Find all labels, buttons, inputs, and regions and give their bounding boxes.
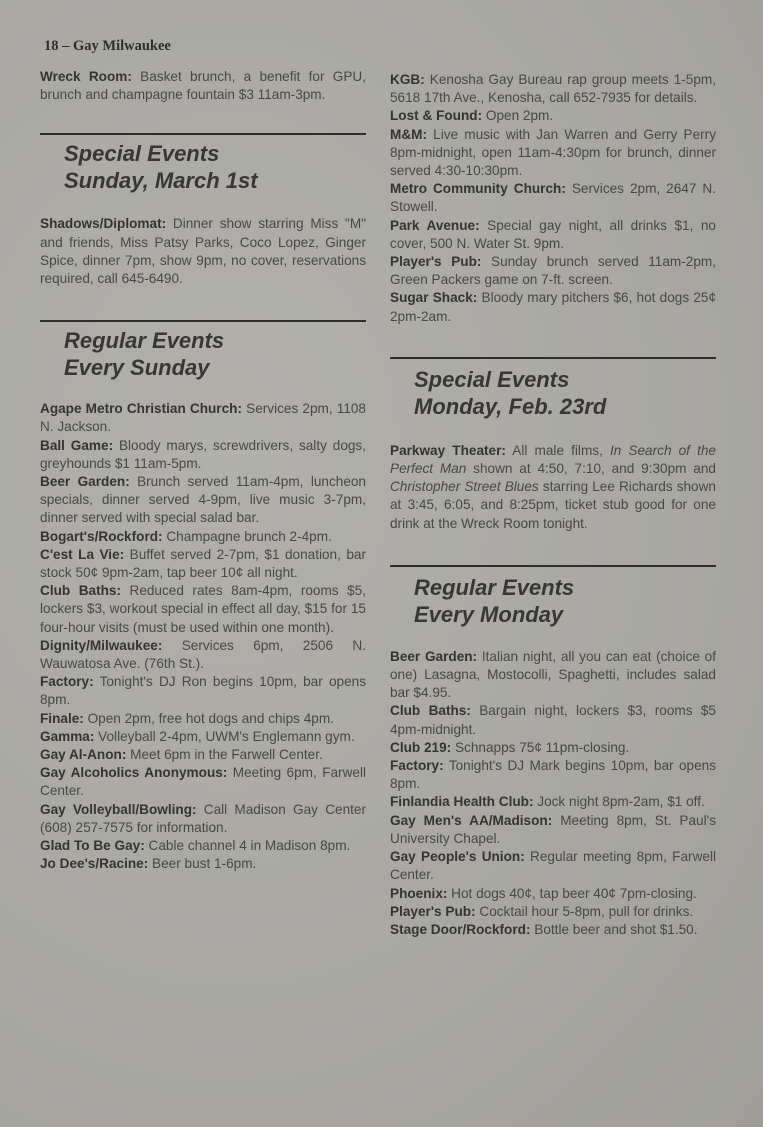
venue-details: Services 2pm, 2647 N. Stowell.	[390, 181, 716, 215]
venue-name: Club Baths:	[390, 703, 471, 719]
section-heading-regular-sunday	[40, 327, 366, 381]
section-rule	[40, 133, 366, 135]
venue-details: Sunday brunch served 11am-2pm, Green Packers game on 7-ft. screen.	[390, 254, 716, 288]
film-title: In Search of the Perfect Man	[390, 442, 716, 477]
heading-line: Every Monday	[414, 601, 564, 627]
venue-name: Metro Community Church:	[390, 181, 566, 197]
venue-name: Gay Men's AA/Madison:	[390, 812, 553, 828]
venue-name: Finlandia Health Club:	[390, 794, 534, 810]
listing-entry	[390, 702, 716, 738]
venue-details: Meeting 6pm, Farwell Center.	[40, 765, 366, 799]
section-heading-special-monday	[390, 366, 716, 420]
listing-intro	[40, 68, 366, 104]
venue-name: Gay Alcoholics Anonymous:	[40, 765, 228, 781]
section-rule	[390, 357, 716, 359]
venue-name: C'est La Vie:	[40, 546, 125, 562]
venue-name: Park Avenue:	[390, 217, 480, 233]
listing-entry	[40, 528, 366, 546]
venue-name: Wreck Room:	[40, 69, 132, 84]
listing-entry	[390, 757, 716, 793]
listing-entry	[40, 637, 366, 673]
venue-details: Bottle beer and shot $1.50.	[530, 921, 698, 937]
venue-name: Parkway Theater:	[390, 442, 506, 458]
venue-details: Buffet served 2-7pm, $1 donation, bar stock 50¢ 9pm-2am, tap beer 10¢ all night.	[40, 546, 366, 581]
venue-details: Dinner show starring Miss "M" and friends, Miss Patsy Parks, Coco Lopez, Ginger Spice, dinner 7pm, show 9pm, no cover, reservations required, call 645-6490.	[40, 216, 366, 287]
venue-details: Bargain night, lockers $3, rooms $5 4pm-midnight.	[390, 703, 716, 737]
listing-entry	[390, 739, 716, 757]
venue-details: Open 2pm.	[482, 108, 554, 124]
venue-details: Call Madison Gay Center (608) 257-7575 for information.	[40, 801, 366, 835]
venue-name: Sugar Shack:	[390, 290, 478, 306]
regular-sunday-list	[40, 400, 366, 873]
venue-name: Agape Metro Christian Church:	[40, 401, 242, 417]
listing-entry	[40, 437, 366, 473]
heading-line: Monday, Feb. 23rd	[414, 393, 607, 419]
venue-name: Stage Door/Rockford:	[390, 921, 531, 937]
venue-name: M&M:	[390, 126, 427, 142]
listing-entry	[390, 848, 716, 884]
listing-entry	[40, 400, 366, 436]
venue-details: Volleyball 2-4pm, UWM's Englemann gym.	[94, 728, 355, 744]
venue-name: Shadows/Diplomat:	[40, 216, 167, 232]
venue-details: Special gay night, all drinks $1, no cover, 500 N. Water St. 9pm.	[390, 217, 716, 251]
venue-details: Brunch served 11am-4pm, luncheon specials, dinner served 4-9pm, live music 3-7pm, dinner served with special salad bar.	[40, 474, 366, 526]
venue-name: Dignity/Milwaukee:	[40, 637, 163, 653]
listing-entry	[390, 107, 716, 125]
listing-entry	[390, 253, 716, 289]
special-monday-list	[390, 442, 716, 533]
listing-entry	[390, 442, 716, 533]
listing-entry	[40, 728, 366, 746]
listing-entry	[390, 885, 716, 903]
venue-details: Jock night 8pm-2am, $1 off.	[533, 794, 705, 810]
listing-entry	[390, 289, 716, 325]
heading-line: Special Events	[414, 366, 570, 392]
listing-entry	[390, 71, 716, 107]
heading-line: Regular Events	[414, 574, 575, 600]
venue-name: Player's Pub:	[390, 254, 482, 270]
listing-entry	[390, 648, 716, 703]
regular-monday-list	[390, 648, 716, 939]
special-sunday-list	[40, 215, 366, 288]
venue-details: Cable channel 4 in Madison 8pm.	[144, 838, 351, 854]
venue-name: Beer Garden:	[390, 648, 478, 664]
venue-details: Hot dogs 40¢, tap beer 40¢ 7pm-closing.	[447, 885, 697, 901]
listing-entry	[40, 546, 366, 582]
right-column	[390, 71, 716, 939]
venue-details: Tonight's DJ Mark begins 10pm, bar opens 8pm.	[390, 758, 716, 792]
venue-name: Factory:	[40, 674, 94, 690]
listing-entry	[40, 855, 366, 873]
venue-details: Open 2pm, free hot dogs and chips 4pm.	[83, 710, 334, 726]
listing-entry	[390, 812, 716, 848]
venue-details: Italian night, all you can eat (choice of one) Lasagna, Mostocolli, Spaghetti, includes salad bar $4.95.	[390, 648, 717, 701]
venue-details: Kenosha Gay Bureau rap group meets 1-5pm, 5618 17th Ave., Kenosha, call 652-7935 for details.	[390, 72, 716, 106]
venue-details: Services 6pm, 2506 N. Wauwatosa Ave. (76th St.).	[40, 637, 366, 672]
venue-name: Jo Dee's/Racine:	[40, 856, 149, 872]
section-heading-regular-monday	[390, 574, 716, 628]
section-rule	[40, 320, 366, 322]
venue-name: Beer Garden:	[40, 474, 130, 490]
listing-entry	[40, 837, 366, 855]
listing-entry	[390, 903, 716, 921]
venue-name: Lost & Found:	[390, 108, 483, 124]
listing-entry	[40, 746, 366, 764]
venue-details: Basket brunch, a benefit for GPU, brunch and champagne fountain $3 11am-3pm.	[40, 69, 366, 103]
listing-entry	[390, 793, 716, 811]
venue-details: Champagne brunch 2-4pm.	[162, 528, 332, 544]
venue-name: Gay People's Union:	[390, 849, 525, 865]
venue-details: Bloody mary pitchers $6, hot dogs 25¢ 2pm-2am.	[390, 290, 716, 324]
listing-entry	[40, 710, 366, 728]
venue-details: Bloody marys, screwdrivers, salty dogs, greyhounds $1 11am-5pm.	[40, 437, 367, 471]
listing-entry	[40, 801, 366, 837]
listing-entry	[40, 673, 366, 709]
venue-name: Gay Al-Anon:	[40, 747, 127, 763]
listing-entry	[390, 180, 716, 216]
venue-details: Live music with Jan Warren and Gerry Perry 8pm-midnight, open 11am-4:30pm for brunch, dinner served 4:30-10:30pm.	[390, 126, 716, 179]
listing-entry	[390, 126, 716, 181]
section-rule	[390, 565, 716, 567]
venue-name: Player's Pub:	[390, 903, 476, 919]
venue-details: Reduced rates 8am-4pm, rooms $5, lockers $3, workout special in effect all day, $15 for 15 four-hour visits (must be used within one month).	[40, 583, 366, 635]
venue-name: Bogart's/Rockford:	[40, 528, 163, 544]
venue-name: Club 219:	[390, 739, 452, 755]
listing-entry	[40, 582, 366, 637]
venue-details: Schnapps 75¢ 11pm-closing.	[451, 739, 630, 755]
venue-details: Meet 6pm in the Farwell Center.	[126, 747, 323, 763]
venue-name: Factory:	[390, 758, 444, 774]
venue-details: Services 2pm, 1108 N. Jackson.	[40, 401, 366, 435]
listing-entry	[40, 215, 366, 288]
venue-details: Tonight's DJ Ron begins 10pm, bar opens 8pm.	[40, 674, 366, 708]
heading-line: Special Events	[64, 141, 220, 167]
venue-details: shown at 4:50, 7:10, and 9:30pm and	[466, 461, 716, 477]
listing-entry	[40, 764, 366, 800]
venue-name: Finale:	[40, 710, 84, 726]
venue-details: All male films,	[505, 442, 610, 458]
venue-details: starring Lee Richards shown at 3:45, 6:05, and 8:25pm, ticket stub good for one drink at the Wreck Room tonight.	[390, 479, 716, 531]
film-title: Christopher Street Blues	[390, 479, 539, 495]
listing-entry	[40, 473, 366, 528]
heading-line: Regular Events	[64, 328, 225, 354]
listing-entry	[390, 921, 716, 939]
venue-name: Gay Volleyball/Bowling:	[40, 801, 197, 817]
venue-name: Glad To Be Gay:	[40, 838, 145, 854]
page-folio: 18 – Gay Milwaukee	[44, 38, 171, 54]
venue-details: Beer bust 1-6pm.	[148, 856, 257, 872]
venue-details: Cocktail hour 5-8pm, pull for drinks.	[475, 903, 694, 919]
venue-details: Regular meeting 8pm, Farwell Center.	[390, 849, 716, 883]
venue-name: KGB:	[390, 72, 425, 87]
section-heading-special-sunday	[40, 140, 366, 194]
venue-name: Ball Game:	[40, 437, 114, 453]
left-column	[40, 68, 366, 874]
listing-entry	[390, 217, 716, 253]
listing-entry	[40, 68, 366, 104]
heading-line: Every Sunday	[64, 355, 210, 381]
venue-name: Gamma:	[40, 728, 95, 744]
venue-name: Club Baths:	[40, 583, 121, 599]
continued-sunday-list	[390, 71, 716, 326]
heading-line: Sunday, March 1st	[64, 168, 258, 194]
venue-details: Meeting 8pm, St. Paul's University Chapel.	[390, 812, 716, 846]
venue-name: Phoenix:	[390, 885, 448, 901]
